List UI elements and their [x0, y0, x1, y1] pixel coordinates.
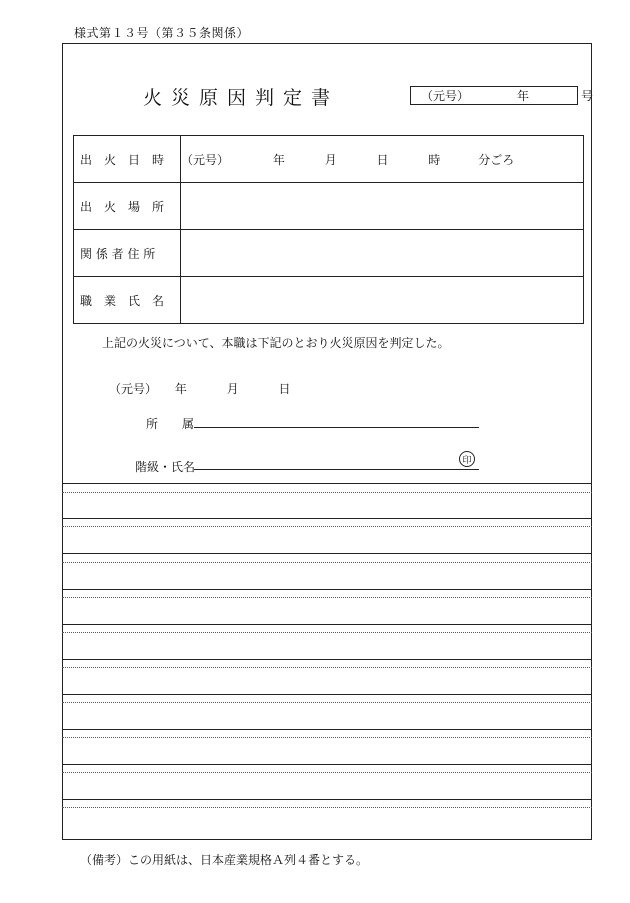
ruled-line-dotted	[62, 807, 592, 808]
date-month: 月	[226, 382, 239, 396]
registration-era: （元号）	[421, 89, 470, 103]
judgment-date	[109, 380, 291, 397]
rank-name-label: 階級・氏名	[135, 460, 196, 474]
ruled-line-solid	[62, 483, 592, 484]
fire-datetime-value: （元号） 年 月 日 時 分ごろ	[181, 136, 584, 183]
ruled-line-dotted	[62, 597, 592, 598]
ruled-line-solid	[62, 589, 592, 590]
table-row	[74, 183, 584, 230]
table-row	[74, 136, 584, 183]
form-number: 様式第１３号（第３５条関係）	[74, 26, 250, 40]
fire-location-label: 出 火 場 所	[74, 183, 181, 230]
ruled-line-dotted	[62, 526, 592, 527]
ruled-line-dotted	[62, 562, 592, 563]
ruled-line-solid	[62, 518, 592, 519]
table-row	[74, 230, 584, 277]
ruled-line-dotted	[62, 632, 592, 633]
ruled-line-dotted	[62, 492, 592, 493]
ruled-line-dotted	[62, 667, 592, 668]
ruled-line-solid	[62, 694, 592, 695]
related-person-address-value[interactable]	[181, 230, 584, 277]
affiliation-label: 所 属	[146, 417, 195, 431]
ruled-line-dotted	[62, 772, 592, 773]
affiliation-field[interactable]	[194, 427, 479, 428]
statement-text: 上記の火災について、本職は下記のとおり火災原因を判定した。	[102, 336, 450, 350]
registration-year: 年	[517, 89, 530, 103]
rank-name-field[interactable]	[194, 469, 479, 470]
fire-info-table	[73, 135, 584, 324]
date-era: （元号）	[109, 382, 158, 396]
remarks-note: （備考）この用紙は、日本産業規格Ａ列４番とする。	[80, 853, 369, 867]
seal-mark: 印	[459, 451, 475, 467]
date-year: 年	[174, 382, 187, 396]
related-person-address-label: 関 係 者 住 所	[74, 230, 181, 277]
ruled-line-dotted	[62, 702, 592, 703]
date-day: 日	[278, 382, 291, 396]
fire-datetime-label: 出 火 日 時	[74, 136, 181, 183]
registration-number-box	[410, 86, 594, 105]
table-row	[74, 277, 584, 324]
ruled-line-solid	[62, 764, 592, 765]
ruled-line-solid	[62, 799, 592, 800]
registration-number: 号	[581, 89, 594, 103]
ruled-line-solid	[62, 624, 592, 625]
ruled-line-solid	[62, 729, 592, 730]
occupation-name-label: 職 業 氏 名	[74, 277, 181, 324]
ruled-line-solid	[62, 553, 592, 554]
document-title: 火災原因判定書	[143, 87, 340, 109]
fire-location-value[interactable]	[181, 183, 584, 230]
occupation-name-value[interactable]	[181, 277, 584, 324]
ruled-line-solid	[62, 659, 592, 660]
ruled-line-dotted	[62, 737, 592, 738]
